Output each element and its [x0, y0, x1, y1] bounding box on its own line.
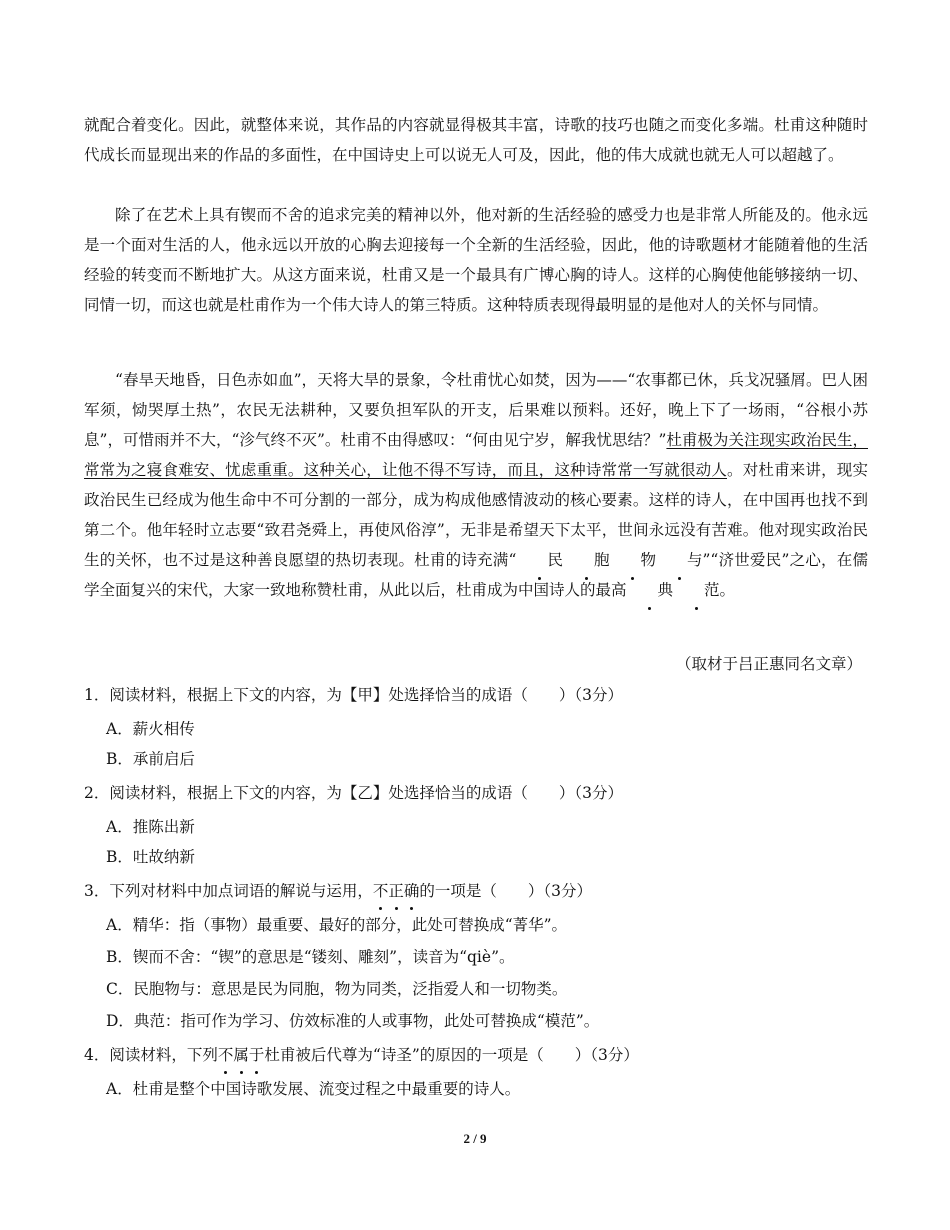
paragraph-3-text-b: 。对杜甫来讲，现实政治民生已经成为他生命中不可分割的一部分，成为构成他感情波动的核心要素。这样的诗人，在中国再也找不到第二个。他年轻时立志要“致君尧舜上，再使风俗淳”，无非是希望天下太平，世间永远没有苦难。他对现实政治民生的关怀，也不过是这种善良愿望的热切表现。杜甫的诗充满“ [84, 461, 868, 569]
question-1-option-a: A．薪火相传 [106, 720, 195, 738]
emphasis-dot-char: 不 [373, 877, 389, 905]
question-3-option-b: B．锲而不舍：“锲”的意思是“镂刻、雕刻”，读音为“qiè”。 [106, 948, 515, 966]
emphasis-dot-char: 范 [673, 575, 720, 605]
question-4-dotted-word [218, 1046, 265, 1064]
question-2-option-b: B．吐故纳新 [106, 848, 195, 866]
paragraph-3-text-a: “春旱天地昏，日色赤如血”，天将大旱的景象，令杜甫忧心如焚，因为——“农事都已休，兵戈况骚屑。巴人困军须，恸哭厚土热”，农民无法耕种，又要负担军队的开支，后果难以预料。还好，晚上下了一场雨，“谷根小苏息”，可惜雨并不大，“沴气终不灭”。杜甫不由得感叹：“何由见宁岁，解我忧思结？” [84, 371, 868, 449]
question-1-stem: 1．阅读材料，根据上下文的内容，为【甲】处选择恰当的成语（ ）（3分） [84, 686, 623, 704]
paragraph-3-text-d: 。 [719, 581, 736, 599]
dotted-term-dianfan [627, 581, 720, 599]
underlined-sentence: 杜甫极为关注现实政治民生，常常为之寝食难安、忧虑重重。这种关心，让他不得不写诗，而且，这种诗常常一写就很动人 [84, 431, 868, 479]
question-4-option-a: A．杜甫是整个中国诗歌发展、流变过程之中最重要的诗人。 [106, 1080, 521, 1098]
emphasis-dot-char: 物 [609, 545, 656, 575]
question-3-option-a: A．精华：指（事物）最重要、最好的部分，此处可替换成“菁华”。 [106, 916, 568, 934]
question-3-stem-text-b: 的一项是（ ）（3分） [419, 882, 593, 900]
question-3-stem-text-a: 3．下列对材料中加点词语的解说与运用， [84, 882, 373, 900]
question-4-stem-text-b: 杜甫被后代尊为“诗圣”的原因的一项是（ ）（3分） [264, 1046, 639, 1064]
question-2-stem: 2．阅读材料，根据上下文的内容，为【乙】处选择恰当的成语（ ）（3分） [84, 784, 623, 802]
paragraph-3 [84, 365, 868, 605]
dotted-term-minbaowuyu [516, 551, 702, 569]
question-1-option-b: B．承前启后 [106, 750, 195, 768]
source-attribution: （取材于吕正惠同名文章） [675, 655, 862, 673]
paragraph-2: 除了在艺术上具有锲而不舍的追求完美的精神以外，他对新的生活经验的感受力也是非常人所能及的。他永远是一个面对生活的人，他永远以开放的心胸去迎接每一个全新的生活经验，因此，他的诗歌题材才能随着他的生活经验的转变而不断地扩大。从这方面来说，杜甫又是一个最具有广博心胸的诗人。这样的心胸使他能够接纳一切、同情一切，而这也就是杜甫作为一个伟大诗人的第三特质。这种特质表现得最明显的是他对人的关怀与同情。 [84, 206, 868, 314]
question-3-stem [84, 877, 592, 905]
question-3-option-c: C．民胞物与：意思是民为同胞，物为同类，泛指爱人和一切物类。 [106, 980, 568, 998]
question-3-dotted-word [373, 882, 420, 900]
emphasis-dot-char: 胞 [563, 545, 610, 575]
question-2-option-a: A．推陈出新 [106, 818, 195, 836]
emphasis-dot-char: 民 [516, 545, 563, 575]
emphasis-dot-char: 不 [218, 1041, 234, 1069]
emphasis-dot-char: 典 [627, 575, 674, 605]
question-4-stem [84, 1041, 639, 1069]
emphasis-dot-char: 于 [249, 1041, 265, 1069]
page-number: 2 / 9 [463, 1131, 487, 1146]
question-3-option-d: D．典范：指可作为学习、仿效标准的人或事物，此处可替换成“模范”。 [106, 1012, 600, 1030]
paragraph-1: 就配合着变化。因此，就整体来说，其作品的内容就显得极其丰富，诗歌的技巧也随之而变化多端。杜甫这种随时代成长而显现出来的作品的多面性，在中国诗史上可以说无人可及，因此，他的伟大成就也就无人可以超越了。 [84, 116, 868, 164]
question-4-stem-text-a: 4．阅读材料，下列 [84, 1046, 218, 1064]
emphasis-dot-char: 确 [404, 877, 420, 905]
emphasis-dot-char: 属 [233, 1041, 249, 1069]
paragraph-3-text-c: ”“济世爱民”之心，在儒学全面复兴的宋代，大家一致地称赞杜甫，从此以后，杜甫成为中国诗人的最高 [84, 551, 868, 599]
emphasis-dot-char: 正 [388, 877, 404, 905]
emphasis-dot-char: 与 [656, 545, 703, 575]
